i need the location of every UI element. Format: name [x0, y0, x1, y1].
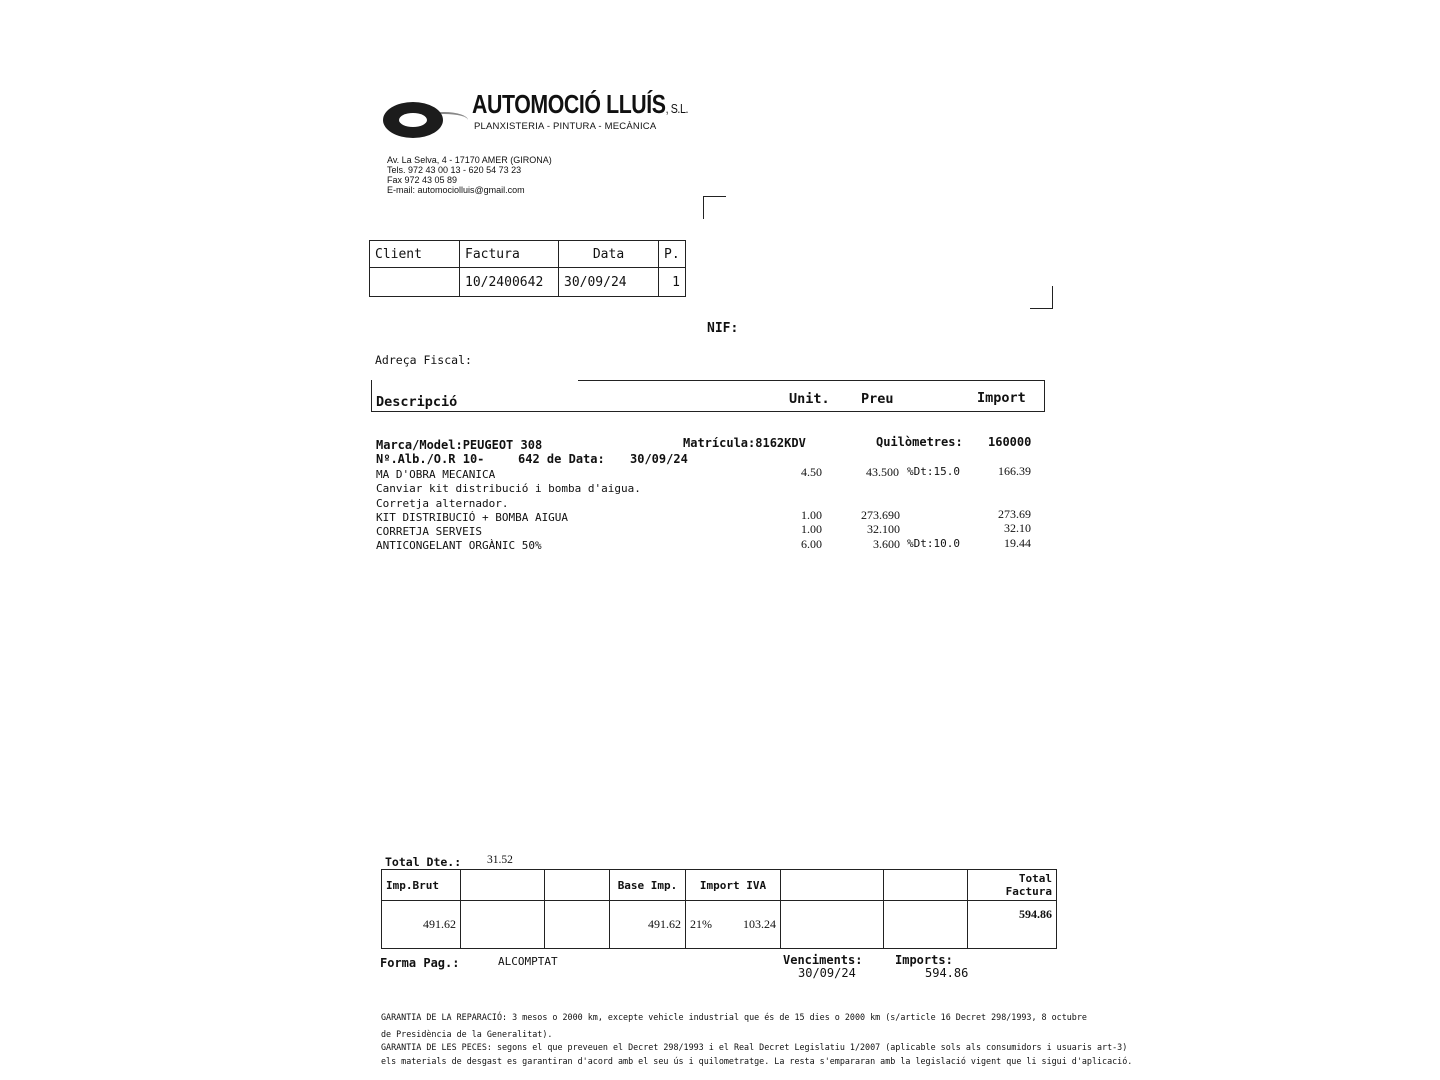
company-logo: [383, 102, 443, 138]
line-item-price: 3.600: [873, 537, 900, 551]
totals-empty-cell: [545, 870, 610, 901]
line-item-amount: 166.39: [998, 464, 1031, 478]
client-label: Client: [370, 241, 460, 268]
due-date-label: Venciments:: [783, 953, 863, 967]
company-services: PLANXISTERIA - PINTURA - MECÀNICA: [474, 121, 657, 132]
client-value: [370, 268, 460, 297]
due-amount-label: Imports:: [895, 953, 953, 967]
vat-value: [686, 901, 781, 949]
totals-table: [381, 869, 1057, 949]
gross-label: Imp.Brut: [382, 870, 461, 901]
description-header-box: [371, 380, 1045, 412]
line-item-description: KIT DISTRIBUCIÓ + BOMBA AIGUA: [376, 511, 569, 524]
totals-empty-cell: [884, 901, 968, 949]
warranty-text: GARANTIA DE LES PECES: segons el que preveuen el Decret 298/1993 i el Real Decret Legislatiu 1/2007 (aplicable sols als consumidors i usuaris art-3): [381, 1042, 1128, 1052]
total-discount-value: 31.52: [487, 854, 513, 866]
page-label: P.: [659, 241, 686, 268]
gross-value: 491.62: [382, 901, 461, 949]
vehicle-plate: Matrícula:8162KDV: [683, 436, 806, 450]
tax-base-label: Base Imp.: [610, 870, 686, 901]
line-item-amount: 32.10: [1004, 521, 1031, 535]
line-item-unit: 4.50: [801, 465, 822, 479]
line-item-description: CORRETJA SERVEIS: [376, 525, 482, 538]
totals-empty-cell: [884, 870, 968, 901]
line-item-amount: 273.69: [998, 507, 1031, 521]
line-item-description: ANTICONGELANT ORGÀNIC 50%: [376, 539, 542, 552]
totals-empty-cell: [461, 901, 545, 949]
vehicle-model: Marca/Model:PEUGEOT 308: [376, 438, 543, 452]
warranty-text: els materials de desgast es garantiran d'acord amb el seu ús i quilometratge. La resta s'empararan amb la legislació vigent que li sigui d'aplicació.: [381, 1056, 1133, 1066]
nif-label: NIF:: [707, 321, 739, 336]
address-window-corner-top-left: [703, 196, 726, 219]
invoice-number-label: Factura: [460, 241, 559, 268]
line-item-unit: 1.00: [801, 522, 822, 536]
km-label: Quilòmetres:: [876, 435, 963, 449]
order-date: 30/09/24: [630, 452, 688, 466]
vat-rate: 21%: [690, 917, 712, 931]
line-item-unit: 6.00: [801, 537, 822, 551]
invoice-total-value: 594.86: [968, 901, 1057, 949]
totals-empty-cell: [545, 901, 610, 949]
company-address: Av. La Selva, 4 - 17170 AMER (GIRONA): [387, 155, 552, 165]
company-email: E-mail: automociolluis@gmail.com: [387, 185, 525, 195]
km-value: 160000: [988, 435, 1032, 449]
company-phones: Tels. 972 43 00 13 - 620 54 73 23: [387, 165, 522, 175]
company-name: AUTOMOCIÓ LLUÍS, S.L.: [472, 89, 689, 119]
fiscal-address-label: Adreça Fiscal:: [375, 353, 472, 367]
line-item-price: 273.690: [861, 508, 900, 522]
warranty-text: de Presidència de la Generalitat).: [381, 1029, 553, 1039]
vat-amount: 103.24: [743, 917, 776, 931]
invoice-header-table: [369, 240, 686, 297]
invoice-number-value: 10/2400642: [460, 268, 559, 297]
line-item-price: 32.100: [867, 522, 900, 536]
date-value: 30/09/24: [559, 268, 659, 297]
unit-column-header: Unit.: [789, 391, 830, 407]
line-item-price: 43.500: [866, 465, 899, 479]
address-window-corner-bottom-right: [1030, 286, 1053, 309]
totals-empty-cell: [781, 870, 884, 901]
totals-empty-cell: [461, 870, 545, 901]
invoice-total-label: Total Factura: [968, 870, 1057, 901]
company-fax: Fax 972 43 05 89: [387, 175, 458, 185]
amount-column-header: Import: [977, 390, 1026, 406]
line-item-description: Corretja alternador.: [376, 497, 509, 510]
page-value: 1: [659, 268, 686, 297]
order-number: 642 de Data:: [518, 452, 605, 466]
line-item-description: MA D'OBRA MECANICA: [376, 468, 496, 481]
line-item-amount: 19.44: [1004, 536, 1031, 550]
payment-method-value: ALCOMPTAT: [498, 955, 558, 968]
tax-base-value: 491.62: [610, 901, 686, 949]
due-date-value: 30/09/24: [798, 966, 856, 980]
total-discount-label: Total Dte.:: [385, 855, 462, 869]
line-item-discount: %Dt:10.0: [907, 537, 960, 550]
totals-empty-cell: [781, 901, 884, 949]
line-item-unit: 1.00: [801, 508, 822, 522]
due-amount-value: 594.86: [925, 966, 969, 980]
line-item-discount: %Dt:15.0: [907, 465, 960, 478]
vat-label: Import IVA: [686, 870, 781, 901]
description-column-header: Descripció: [376, 394, 458, 410]
warranty-text: GARANTIA DE LA REPARACIÓ: 3 mesos o 2000 km, excepte vehicle industrial que és de 15 dies o 2000 km (s/article 16 Decret 298/1993, 8 octubre: [381, 1012, 1087, 1022]
payment-method-label: Forma Pag.:: [380, 956, 460, 970]
line-item-description: Canviar kit distribució i bomba d'aigua.: [376, 482, 641, 495]
date-label: Data: [559, 241, 659, 268]
order-label: Nº.Alb./O.R 10-: [376, 452, 485, 466]
price-column-header: Preu: [861, 391, 894, 407]
